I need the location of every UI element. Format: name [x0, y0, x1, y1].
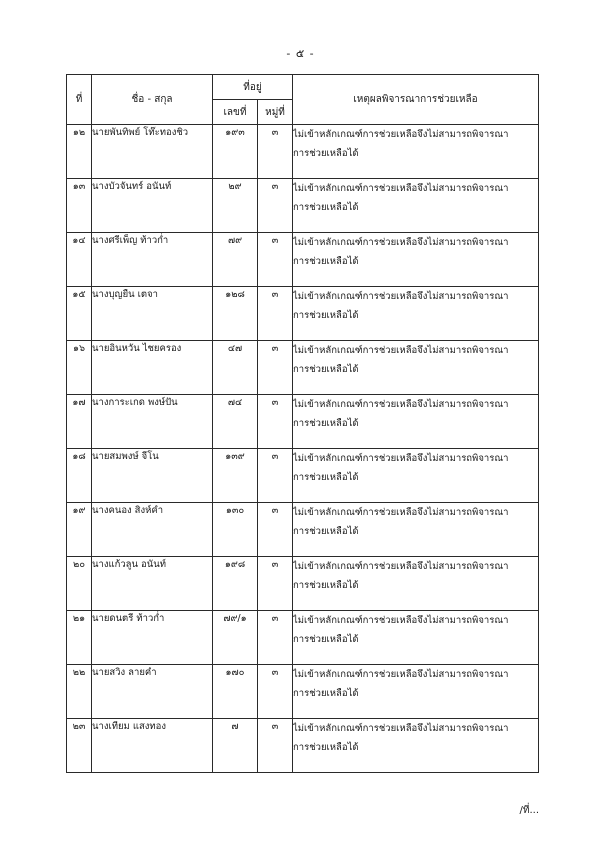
row-number: ๒๑ — [67, 611, 92, 665]
table-row — [67, 665, 539, 719]
person-name: นางศรีเพ็ญ ท้าวก่ำ — [92, 233, 213, 287]
village-number: ๓ — [258, 125, 293, 179]
reason-line-1: ไม่เข้าหลักเกณฑ์การช่วยเหลือจึงไม่สามารถพิจารณา — [293, 561, 509, 572]
person-name: นายสวิง ลายคำ — [92, 665, 213, 719]
village-number: ๓ — [258, 611, 293, 665]
village-number: ๓ — [258, 395, 293, 449]
assistance-table — [66, 74, 539, 773]
house-number: ๑๓๐ — [213, 503, 258, 557]
header-no: ที่ — [67, 75, 92, 125]
reason-line-1: ไม่เข้าหลักเกณฑ์การช่วยเหลือจึงไม่สามารถพิจารณา — [293, 615, 509, 626]
person-name: นางการะเกด พงษ์ปัน — [92, 395, 213, 449]
person-name: นายสมพงษ์ จีโน — [92, 449, 213, 503]
row-number: ๑๕ — [67, 287, 92, 341]
reason-line-1: ไม่เข้าหลักเกณฑ์การช่วยเหลือจึงไม่สามารถพิจารณา — [293, 183, 509, 194]
person-name: นางคนอง สิงห์คำ — [92, 503, 213, 557]
reason-line-2: การช่วยเหลือได้ — [293, 202, 359, 213]
reason-line-2: การช่วยเหลือได้ — [293, 364, 359, 375]
reason-line-1: ไม่เข้าหลักเกณฑ์การช่วยเหลือจึงไม่สามารถพิจารณา — [293, 507, 509, 518]
table-body — [67, 125, 539, 773]
reason-line-1: ไม่เข้าหลักเกณฑ์การช่วยเหลือจึงไม่สามารถพิจารณา — [293, 399, 509, 410]
header-name: ชื่อ - สกุล — [92, 75, 213, 125]
reason-cell — [293, 179, 539, 233]
reason-cell — [293, 503, 539, 557]
village-number: ๓ — [258, 719, 293, 773]
reason-line-2: การช่วยเหลือได้ — [293, 742, 359, 753]
village-number: ๓ — [258, 233, 293, 287]
reason-line-2: การช่วยเหลือได้ — [293, 148, 359, 159]
reason-line-1: ไม่เข้าหลักเกณฑ์การช่วยเหลือจึงไม่สามารถพิจารณา — [293, 129, 509, 140]
reason-line-2: การช่วยเหลือได้ — [293, 580, 359, 591]
table-row — [67, 611, 539, 665]
row-number: ๒๒ — [67, 665, 92, 719]
table-row — [67, 179, 539, 233]
house-number: ๗๔ — [213, 395, 258, 449]
house-number: ๑๗๐ — [213, 665, 258, 719]
village-number: ๓ — [258, 665, 293, 719]
house-number: ๒๙ — [213, 179, 258, 233]
reason-cell — [293, 287, 539, 341]
person-name: นางบัวจันทร์ อนันท์ — [92, 179, 213, 233]
row-number: ๑๘ — [67, 449, 92, 503]
table-row — [67, 395, 539, 449]
reason-line-2: การช่วยเหลือได้ — [293, 526, 359, 537]
reason-cell — [293, 557, 539, 611]
header-reason: เหตุผลพิจารณาการช่วยเหลือ — [293, 75, 539, 125]
header-address: ที่อยู่ — [213, 75, 293, 100]
reason-line-2: การช่วยเหลือได้ — [293, 472, 359, 483]
reason-line-1: ไม่เข้าหลักเกณฑ์การช่วยเหลือจึงไม่สามารถพิจารณา — [293, 723, 509, 734]
reason-line-2: การช่วยเหลือได้ — [293, 688, 359, 699]
house-number: ๗๙ — [213, 233, 258, 287]
table-row — [67, 287, 539, 341]
person-name: นายอินหวัน ไชยครอง — [92, 341, 213, 395]
table-row — [67, 503, 539, 557]
reason-cell — [293, 395, 539, 449]
house-number: ๑๙๘ — [213, 557, 258, 611]
house-number: ๑๓๙ — [213, 449, 258, 503]
house-number: ๗๙/๑ — [213, 611, 258, 665]
row-number: ๑๒ — [67, 125, 92, 179]
village-number: ๓ — [258, 287, 293, 341]
house-number: ๑๙๓ — [213, 125, 258, 179]
reason-line-2: การช่วยเหลือได้ — [293, 310, 359, 321]
row-number: ๒๓ — [67, 719, 92, 773]
header-village-no: หมู่ที่ — [258, 100, 293, 125]
table-row — [67, 125, 539, 179]
page-number: - ๕ - — [286, 47, 315, 60]
person-name: นางบุญยืน เตจา — [92, 287, 213, 341]
reason-cell — [293, 233, 539, 287]
reason-cell — [293, 719, 539, 773]
table-row — [67, 449, 539, 503]
table-row — [67, 557, 539, 611]
reason-line-1: ไม่เข้าหลักเกณฑ์การช่วยเหลือจึงไม่สามารถพิจารณา — [293, 669, 509, 680]
table-header-row — [67, 75, 539, 100]
reason-cell — [293, 611, 539, 665]
village-number: ๓ — [258, 503, 293, 557]
village-number: ๓ — [258, 341, 293, 395]
village-number: ๓ — [258, 449, 293, 503]
house-number: ๔๗ — [213, 341, 258, 395]
person-name: นางแก้วลูน อนันท์ — [92, 557, 213, 611]
row-number: ๑๗ — [67, 395, 92, 449]
reason-line-1: ไม่เข้าหลักเกณฑ์การช่วยเหลือจึงไม่สามารถพิจารณา — [293, 345, 509, 356]
row-number: ๒๐ — [67, 557, 92, 611]
house-number: ๑๒๘ — [213, 287, 258, 341]
table-row — [67, 233, 539, 287]
reason-cell — [293, 125, 539, 179]
house-number: ๗ — [213, 719, 258, 773]
person-name: นายพันทิพย์ โท๊ะทองชิว — [92, 125, 213, 179]
continuation-marker: /ที่... — [519, 805, 539, 816]
header-house-no: เลขที่ — [213, 100, 258, 125]
reason-line-2: การช่วยเหลือได้ — [293, 634, 359, 645]
row-number: ๑๔ — [67, 233, 92, 287]
village-number: ๓ — [258, 557, 293, 611]
reason-line-1: ไม่เข้าหลักเกณฑ์การช่วยเหลือจึงไม่สามารถพิจารณา — [293, 291, 509, 302]
person-name: นางเทียม แสงทอง — [92, 719, 213, 773]
table-row — [67, 341, 539, 395]
reason-cell — [293, 341, 539, 395]
reason-cell — [293, 449, 539, 503]
row-number: ๑๖ — [67, 341, 92, 395]
person-name: นายดนตรี ท้าวก่ำ — [92, 611, 213, 665]
reason-cell — [293, 665, 539, 719]
row-number: ๑๓ — [67, 179, 92, 233]
row-number: ๑๙ — [67, 503, 92, 557]
reason-line-1: ไม่เข้าหลักเกณฑ์การช่วยเหลือจึงไม่สามารถพิจารณา — [293, 237, 509, 248]
table-row — [67, 719, 539, 773]
village-number: ๓ — [258, 179, 293, 233]
reason-line-2: การช่วยเหลือได้ — [293, 256, 359, 267]
reason-line-1: ไม่เข้าหลักเกณฑ์การช่วยเหลือจึงไม่สามารถพิจารณา — [293, 453, 509, 464]
reason-line-2: การช่วยเหลือได้ — [293, 418, 359, 429]
